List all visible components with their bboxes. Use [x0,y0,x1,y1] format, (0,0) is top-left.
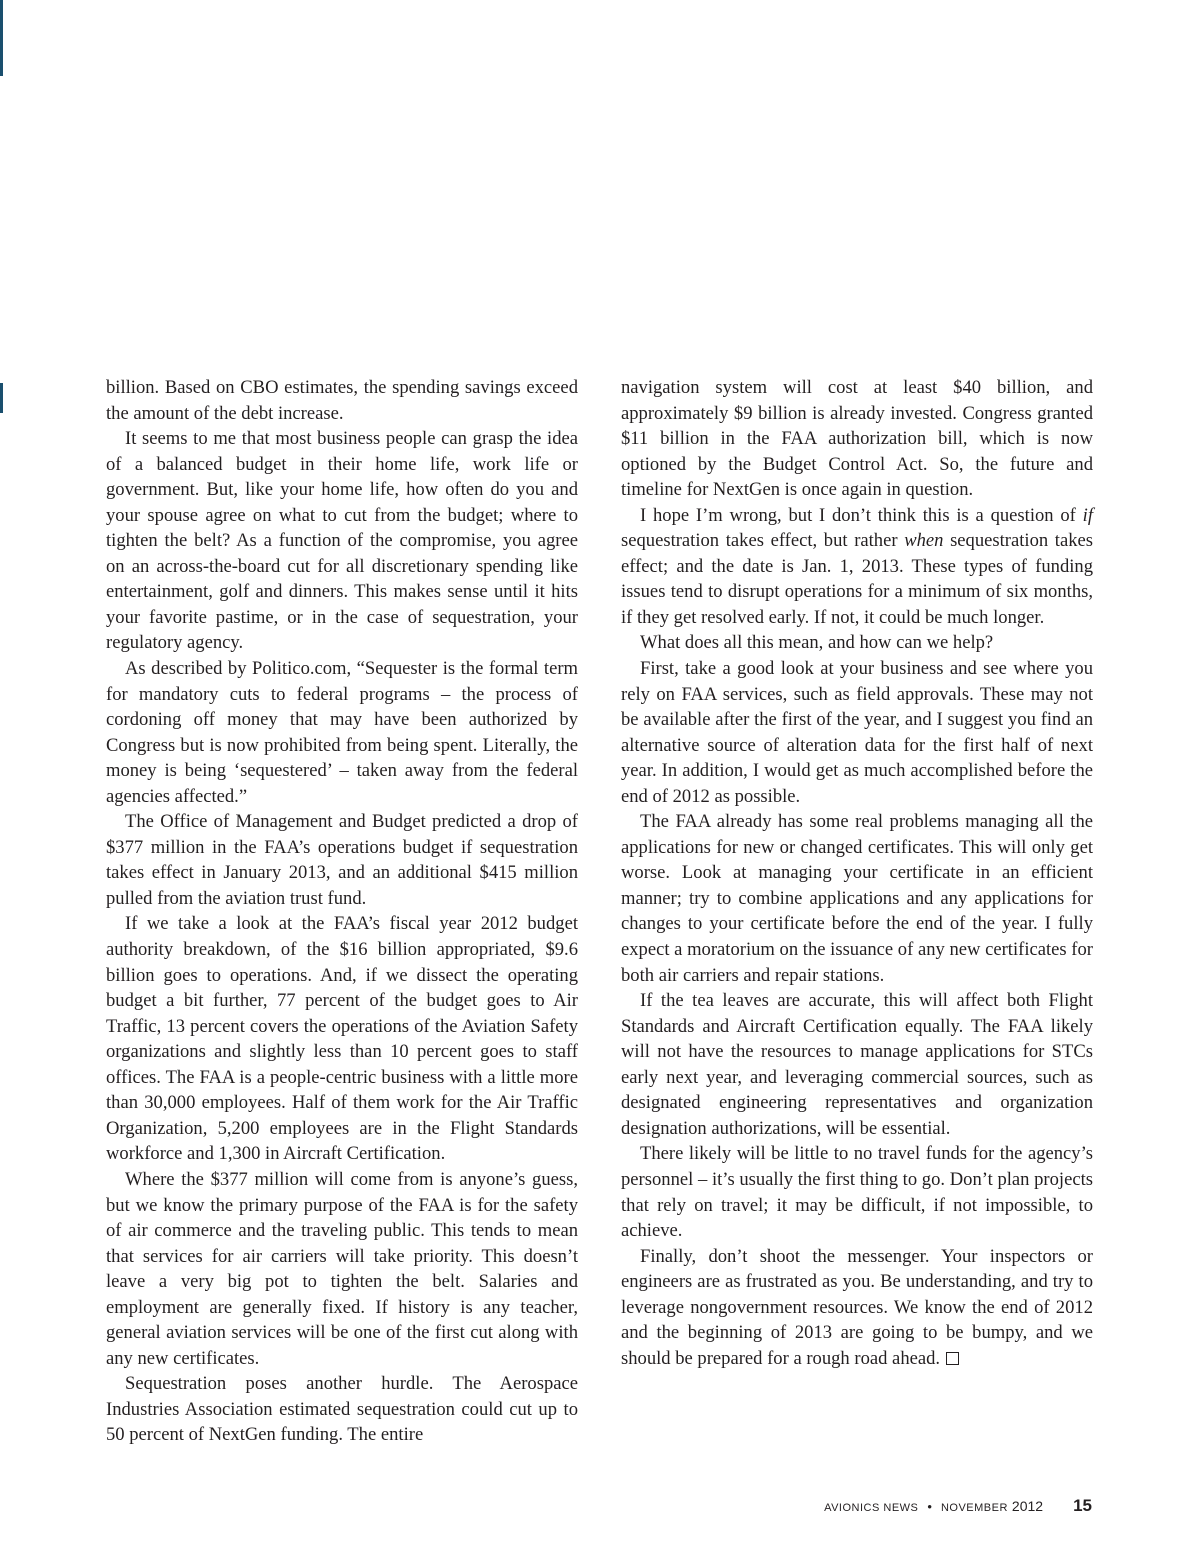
text-run: sequestration takes effect, but rather [621,530,905,552]
paragraph [621,1244,1093,1372]
italic-when: when [904,530,944,552]
edge-tab-marker-top [0,0,3,76]
text-run: Finally, don’t shoot the messenger. Your inspectors or engineers are as frustrated as you. Be understanding, and try to leverage nongovernment resources. We know the end of 2012 and the beginning of 2013 are going to be bumpy, and we should be prepared for a rough road ahead. [621,1245,1093,1369]
paragraph [621,503,1093,631]
page-footer [824,1496,1092,1516]
paragraph: billion. Based on CBO estimates, the spending savings exceed the amount of the debt increase. [106,377,578,424]
article-left-column [106,375,578,1448]
page-number: 15 [1073,1496,1092,1515]
text-run: sequestration takes effect; and the date is Jan. 1, 2013. These types of funding issues tend to disrupt operations for a minimum of six months, if they get resolved early. If not, it could be much longer. [621,530,1094,628]
paragraph: If we take a look at the FAA’s fiscal year 2012 budget authority breakdown, of the $16 billion appropriated, $9.6 billion goes to operations. And, if we dissect the operating budget a bit further, 77 percent of the budget goes to Air Traffic, 13 percent covers the operations of the Aviation Safety organizations and slightly less than 10 percent goes to staff offices. The FAA is a people-centric business with a little more than 30,000 employees. Half of them work for the Air Traffic Organization, 5,200 employees are in the Flight Standards workforce and 1,300 in Aircraft Certification. [106,913,578,1165]
paragraph: If the tea leaves are accurate, this will affect both Flight Standards and Aircraft Certification equally. The FAA likely will not have the resources to manage applications for STCs early next year, and leveraging commercial sources, such as designated engineering representatives and organization designation authorizations, will be essential. [621,990,1093,1139]
paragraph: Where the $377 million will come from is anyone’s guess, but we know the primary purpose of the FAA is for the safety of air commerce and the traveling public. This tends to mean that services for air carriers will take priority. This doesn’t leave a very big pot to tighten the belt. Salaries and employment are generally fixed. If history is any teacher, general aviation services will be one of the first cut along with any new certificates. [106,1168,578,1369]
paragraph: It seems to me that most business people can grasp the idea of a balanced budget in their home life, work life or government. But, like your home life, how often do you and your spouse agree on what to cut from the budget; where to tighten the belt? As a function of the compromise, you agree on an across-the-board cut for all discretionary spending like entertainment, golf and dinners. This makes sense until it hits your favorite pastime, or in the case of sequestration, your regulatory agency. [106,428,578,654]
text-run: I hope I’m wrong, but I don’t think this is a question of [640,504,1083,526]
italic-if: if [1082,504,1093,526]
edge-tab-marker-middle [0,383,3,413]
issue-year: 2012 [1011,1498,1044,1514]
paragraph: Sequestration poses another hurdle. The Aerospace Industries Association estimated sequestration could cut up to 50 percent of NextGen funding. The entire [106,1373,578,1446]
issue-month: NOVEMBER [940,1502,1008,1514]
paragraph: As described by Politico.com, “Sequester is the formal term for mandatory cuts to federal programs – the process of cordoning off money that may have been authorized by Congress but is now prohibited from being spent. Literally, the money is being ‘sequestered’ – taken away from the federal agencies affected.” [106,658,578,807]
paragraph: There likely will be little to no travel funds for the agency’s personnel – it’s usually the first thing to go. Don’t plan projects that rely on travel; it may be difficult, if not impossible, to achieve. [621,1143,1093,1242]
bullet-separator: • [927,1499,932,1514]
article-right-column [621,375,1093,1371]
paragraph: First, take a good look at your business and see where you rely on FAA services, such as field approvals. These may not be available after the first of the year, and I suggest you find an alternative source of alteration data for the first half of next year. In addition, I would get as much accomplished before the end of 2012 as possible. [621,658,1093,807]
paragraph: The Office of Management and Budget predicted a drop of $377 million in the FAA’s operations budget if sequestration takes effect in January 2013, and an additional $415 million pulled from the aviation trust fund. [106,811,578,909]
end-of-article-box-icon [946,1352,959,1365]
paragraph: The FAA already has some real problems managing all the applications for new or changed certificates. This will only get worse. Look at managing your certificate in an efficient manner; try to combine applications and any applications for changes to your certificate before the end of the year. I fully expect a moratorium on the issuance of any new certificates for both air carriers and repair stations. [621,811,1093,986]
publication-name: AVIONICS NEWS [824,1502,919,1514]
paragraph: What does all this mean, and how can we help? [640,632,994,654]
paragraph: navigation system will cost at least $40 billion, and approximately $9 billion is already invested. Congress granted $11 billion in the FAA authorization bill, which is now optioned by the Budget Control Act. So, the future and timeline for NextGen is once again in question. [621,377,1093,501]
